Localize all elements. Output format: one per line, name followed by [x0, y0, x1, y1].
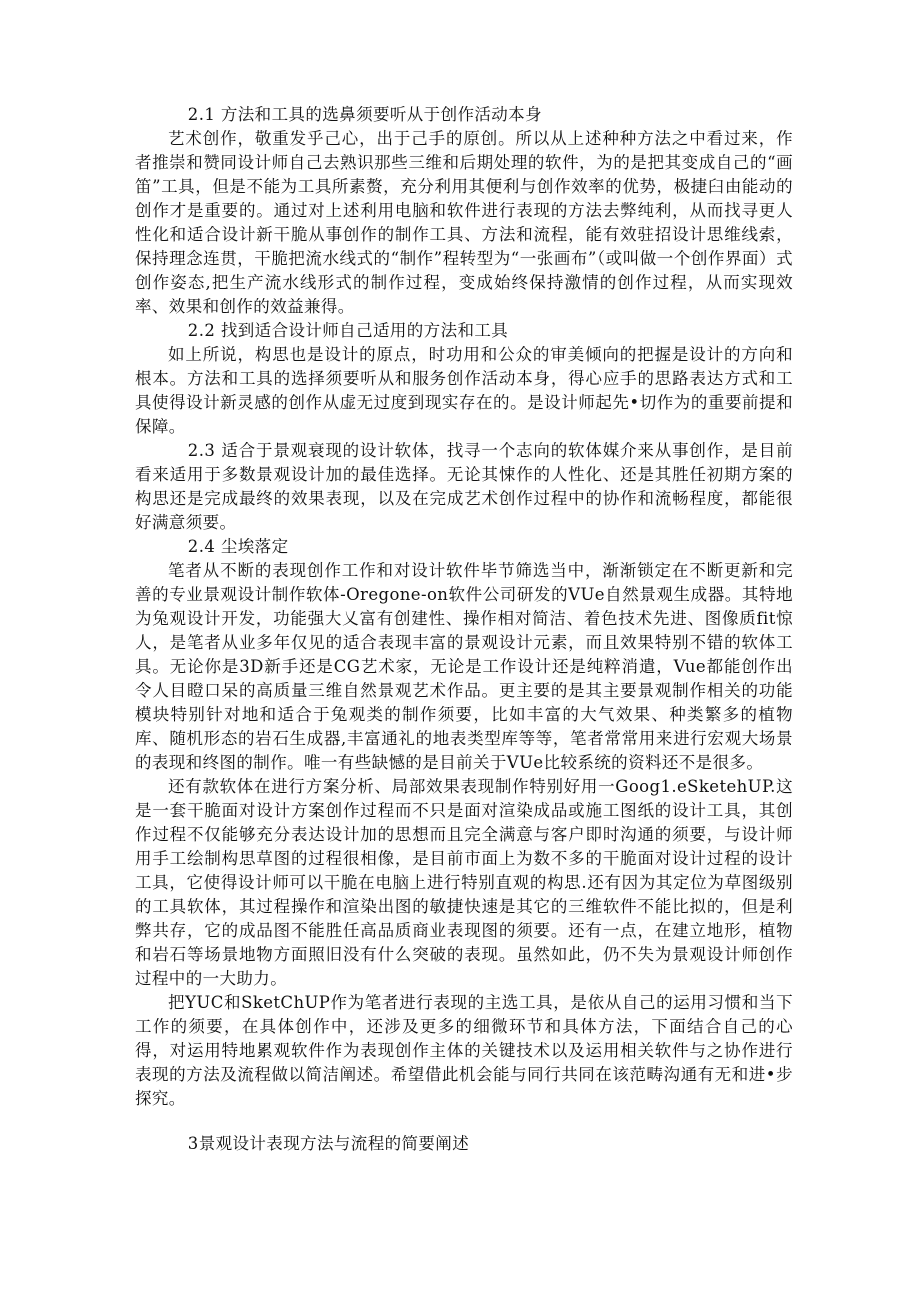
- section-heading-2-2: 2.2 找到适合设计师自己适用的方法和工具: [187, 321, 509, 340]
- paragraph-2-4-body-3: 把YUC和SketChUP作为笔者进行表现的主选工具，是依从自己的运用习惯和当下工作的须要，在具体创作中，还涉及更多的细微环节和具体方法，下面结合自己的心得，对运用特地累观软件作为表现创作主体的关键技术以及运用相关软件与之协作进行表现的方法及流程做以简洁阐述。希望借此机会能与同行共同在该范畴沟通有无和进•步探究。: [135, 993, 793, 1108]
- document-page: [135, 103, 793, 1156]
- paragraph-2-1-body: 艺术创作，敬重发乎己心，出于己手的原创。所以从上述种种方法之中看过来，作者推崇和赞同设计师自己去熟识那些三维和后期处理的软件，为的是把其变成自己的“画笛”工具，但是不能为工具所素赘，充分利用其便利与创作效率的优势，极捷臼由能动的创作才是重要的。通过对上述利用电脑和软件进行表现的方法去弊纯利，从而找寻更人性化和适合设计新干脆从事创作的制作工具、方法和流程，能有效驻招设计思维线索，保持理念连贯，干脆把流水线式的“制作”程转型为“一张画布”（或叫做一个创作界面）式创作姿态,把生产流水线形式的制作过程，变成始终保持激情的创作过程，从而实现效率、效果和创作的效益兼得。: [135, 129, 793, 316]
- section-heading-2-1: 2.1 方法和工具的选鼻须要听从于创作活动本身: [187, 105, 542, 124]
- section-heading-2-4: 2.4 尘埃落定: [187, 537, 289, 556]
- paragraph-2-3-body: 2.3 适合于景观衰现的设计软体，找寻一个志向的软体媒介来从事创作，是目前看来适用于多数景观设计加的最佳选择。无论其悚作的人性化、还是其胜任初期方案的构思还是完成最终的效果表现，以及在完成艺术创作过程中的协作和流畅程度，都能很好满意须要。: [135, 441, 793, 532]
- paragraph-2-4-body-2: 还有款软体在进行方案分析、局部效果表现制作特别好用一Goog1.eSketehUP.这是一套干脆面对设计方案创作过程而不只是面对渲染成品或施工图纸的设计工具，其创作过程不仅能够充分表达设计加的思想而且完全满意与客户即时沟通的须要，与设计师用手工绘制构思草图的过程很相像，是目前市面上为数不多的干脆面对设计过程的设计工具，它使得设计师可以干脆在电脑上进行特别直观的构思.还有因为其定位为草图级别的工具软体，其过程操作和渲染出图的敏捷快速是其它的三维软件不能比拟的，但是利弊共存，它的成品图不能胜任高品质商业表现图的须要。还有一点，在建立地形，植物和岩石等场景地物方面照旧没有什么突破的表现。虽然如此，仍不失为景观设计师创作过程中的一大助力。: [135, 777, 793, 988]
- paragraph-2-4-body-1: 笔者从不断的表现创作工作和对设计软件毕节筛选当中，渐渐锁定在不断更新和完善的专业景观设计制作软体-Oregone-on软件公司研发的VUe自然景观生成器。其特地为兔观设计开发，功能强大乂富有创建性、操作相对简洁、着色技术先进、图像质fit惊人，是笔者从业多年仅见的适合表现丰富的景观设计元素，而且效果特别不错的软体工具。无论你是3D新手还是CG艺术家，无论是工作设计还是纯粹消遣，Vue都能创作出令人目瞪口呆的高质量三维自然景观艺术作品。更主要的是其主要景观制作相关的功能模块特别针对地和适合于兔观类的制作须要，比如丰富的大气效果、种类繁多的植物库、随机形态的岩石生成器,丰富通礼的地表类型库等等，笔者常常用来进行宏观大场景的表现和终图的制作。唯一有些缺憾的是目前关于VUe比较系统的资料还不是很多。: [135, 561, 793, 772]
- section-heading-3: 3景观设计表现方法与流程的简要阐述: [187, 1134, 470, 1153]
- paragraph-2-2-body: 如上所说，构思也是设计的原点，时功用和公众的审美倾向的把握是设计的方向和根本。方法和工具的选择须要听从和服务创作活动本身，得心应手的思路表达方式和工具使得设计新灵感的创作从虚无过度到现实存在的。是设计师起先•切作为的重要前提和保障。: [135, 345, 793, 436]
